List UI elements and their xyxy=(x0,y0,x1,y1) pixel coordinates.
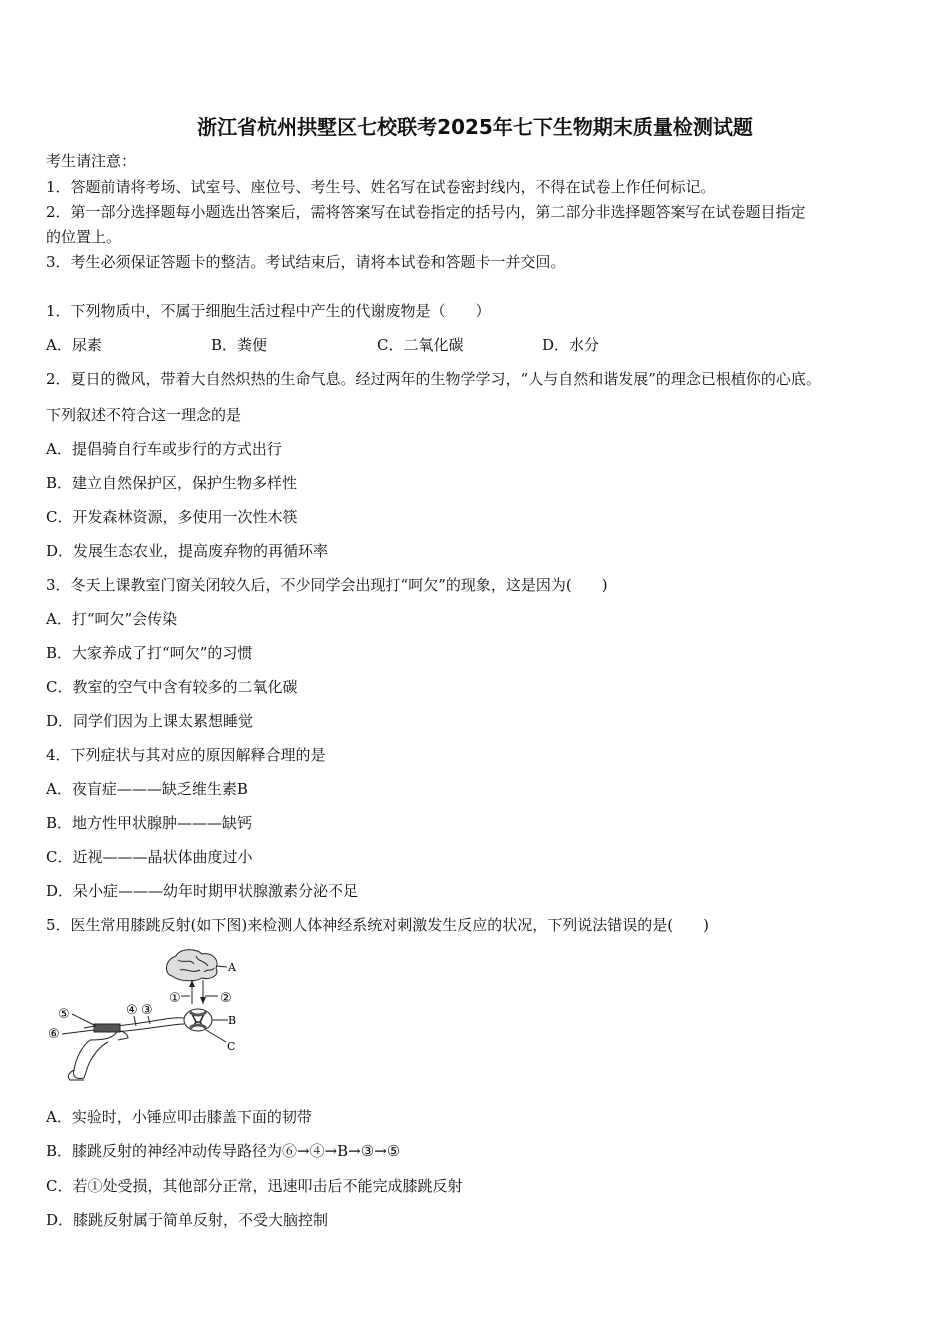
q4-stem: 4．下列症状与其对应的原因解释合理的是 xyxy=(46,746,326,764)
q2-option-c[interactable]: C．开发森林资源，多使用一次性木筷 xyxy=(46,508,298,526)
q4-option-d[interactable]: D．呆小症———幼年时期甲状腺激素分泌不足 xyxy=(46,882,359,900)
q1-option-d[interactable]: D．水分 xyxy=(542,336,600,354)
notice-item: 1．答题前请将考场、试室号、座位号、考生号、姓名写在试卷密封线内，不得在试卷上作任何标记。 xyxy=(46,178,716,196)
q5-option-a[interactable]: A．实验时，小锤应叩击膝盖下面的韧带 xyxy=(46,1108,312,1126)
q1-stem: 1．下列物质中，不属于细胞生活过程中产生的代谢废物是（ ） xyxy=(46,302,491,320)
q4-option-b[interactable]: B．地方性甲状腺肿———缺钙 xyxy=(46,814,253,832)
label-3: ③ xyxy=(141,1003,153,1018)
q2-stem: 2．夏日的微风，带着大自然炽热的生命气息。经过两年的生物学学习，“人与自然和谐发展”的理念已根植你的心底。 xyxy=(46,370,821,388)
q5-option-c[interactable]: C．若①处受损，其他部分正常，迅速叩击后不能完成膝跳反射 xyxy=(46,1177,463,1195)
q3-option-b[interactable]: B．大家养成了打“呵欠”的习惯 xyxy=(46,644,253,662)
knee-jerk-reflex-diagram xyxy=(44,946,244,1086)
q1-option-a[interactable]: A．尿素 xyxy=(46,336,102,354)
q2-option-d[interactable]: D．发展生态农业，提高废弃物的再循环率 xyxy=(46,542,329,560)
q2-stem-cont: 下列叙述不符合这一理念的是 xyxy=(46,406,242,424)
label-c: C xyxy=(227,1040,236,1053)
page-title: 浙江省杭州拱墅区七校联考2025年七下生物期末质量检测试题 xyxy=(197,115,753,139)
q3-stem: 3．冬天上课教室门窗关闭较久后，不少同学会出现打“呵欠”的现象，这是因为( ) xyxy=(46,576,608,594)
q5-stem: 5．医生常用膝跳反射(如下图)来检测人体神经系统对刺激发生反应的状况，下列说法错误的是( ) xyxy=(46,916,709,934)
q3-option-c[interactable]: C．教室的空气中含有较多的二氧化碳 xyxy=(46,678,298,696)
notice-item: 的位置上。 xyxy=(46,228,122,246)
q4-option-c[interactable]: C．近视———晶状体曲度过小 xyxy=(46,848,253,866)
q3-option-d[interactable]: D．同学们因为上课太累想睡觉 xyxy=(46,712,254,730)
brain-icon xyxy=(166,950,217,981)
label-1: ① xyxy=(169,991,181,1006)
label-4: ④ xyxy=(126,1003,138,1018)
label-6: ⑥ xyxy=(48,1027,60,1042)
notice-item: 3．考生必须保证答题卡的整洁。考试结束后，请将本试卷和答题卡一并交回。 xyxy=(46,253,566,271)
q1-option-c[interactable]: C．二氧化碳 xyxy=(377,336,464,354)
label-2: ② xyxy=(220,991,232,1006)
label-b: B xyxy=(228,1014,237,1027)
q5-option-d[interactable]: D．膝跳反射属于简单反射，不受大脑控制 xyxy=(46,1211,329,1229)
q4-option-a[interactable]: A．夜盲症———缺乏维生素B xyxy=(46,780,248,798)
q3-option-a[interactable]: A．打“呵欠”会传染 xyxy=(46,610,178,628)
spinal-cord-icon xyxy=(184,1009,212,1031)
q2-option-b[interactable]: B．建立自然保护区，保护生物多样性 xyxy=(46,474,298,492)
label-5: ⑤ xyxy=(58,1007,70,1022)
label-a: A xyxy=(228,961,236,974)
q1-option-b[interactable]: B．粪便 xyxy=(211,336,268,354)
q2-option-a[interactable]: A．提倡骑自行车或步行的方式出行 xyxy=(46,440,282,458)
notice-header: 考生请注意： xyxy=(46,152,137,170)
notice-item: 2．第一部分选择题每小题选出答案后，需将答案写在试卷指定的括号内，第二部分非选择题答案写在试卷题目指定 xyxy=(46,203,806,221)
q5-option-b[interactable]: B．膝跳反射的神经冲动传导路径为⑥→④→B→③→⑤ xyxy=(46,1142,401,1160)
